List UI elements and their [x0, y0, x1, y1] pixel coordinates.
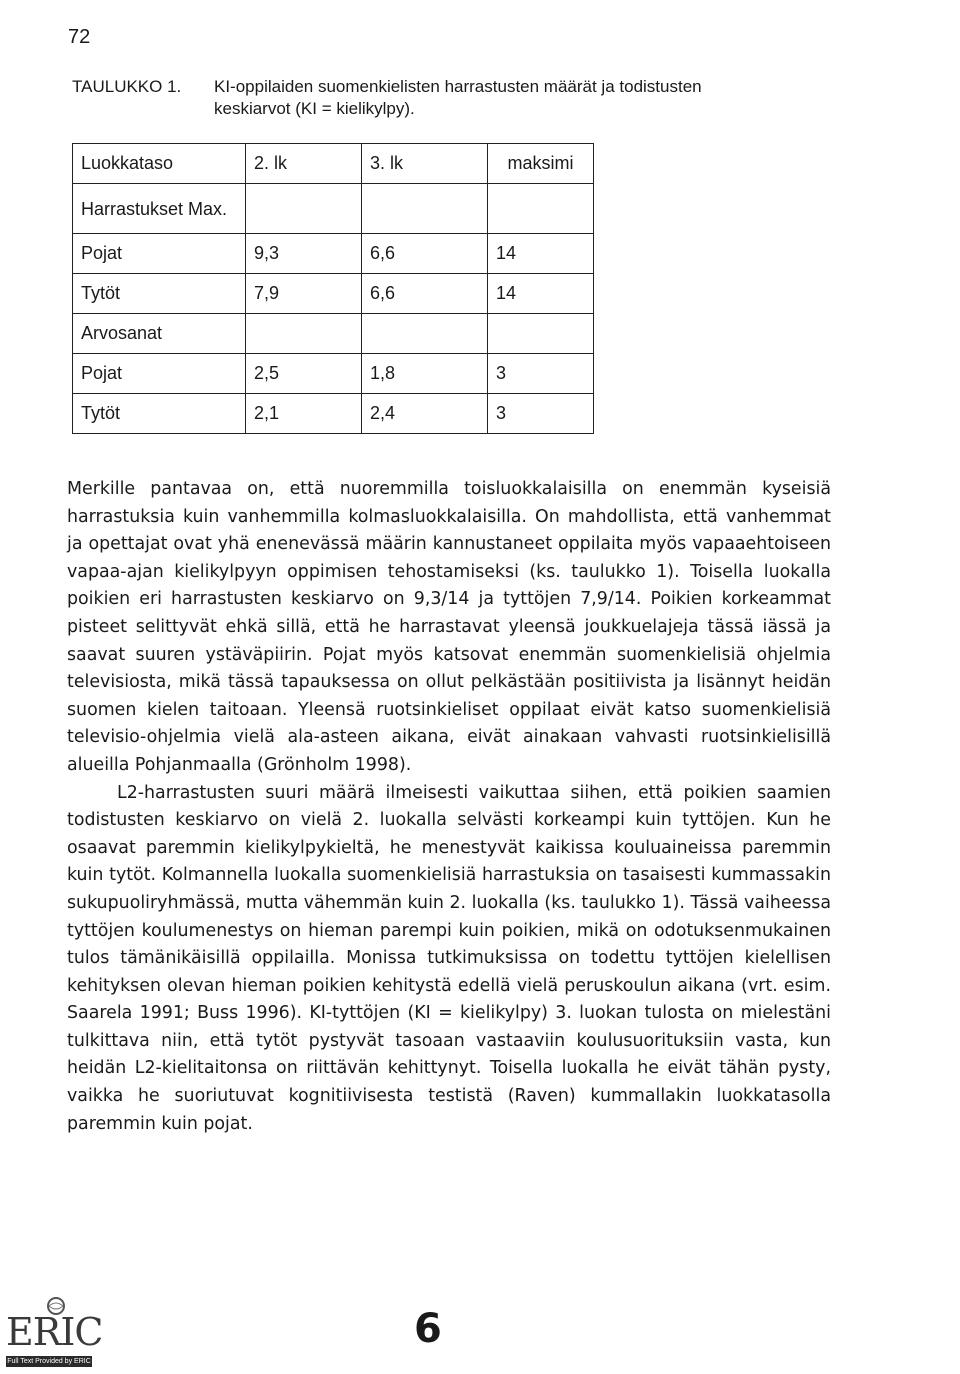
table-cell	[362, 184, 488, 234]
table-cell: Arvosanat	[73, 314, 246, 354]
table-cell: Harrastukset Max.	[73, 184, 246, 234]
table-cell: 7,9	[246, 274, 362, 314]
table-cell: Tytöt	[73, 274, 246, 314]
table-cell: 6,6	[362, 274, 488, 314]
eric-logo-tagline: Full Text Provided by ERIC	[7, 1358, 91, 1365]
table-row	[73, 314, 594, 354]
table-cell: Luokkataso	[73, 144, 246, 184]
table-cell	[488, 184, 594, 234]
table-cell	[362, 314, 488, 354]
table-cell: Pojat	[73, 234, 246, 274]
table-row	[73, 234, 594, 274]
caption-label: TAULUKKO 1.	[72, 77, 182, 96]
paragraph-2: L2-harrastusten suuri määrä ilmeisesti vaikuttaa siihen, että poikien saamien todistusten keskiarvo on vielä 2. luokalla selvästi korkeampi kuin tyttöjen. Kun he osaavat paremmin kielikylpykieltä, he menestyvät kaikissa kouluaineissa paremmin kuin tytöt. Kolmannella luokalla suomenkielisiä harrastuksia on tasaisesti kummassakin sukupuoliryhmässä, mutta vähemmän kuin 2. luokalla (ks. taulukko 1). Tässä vaiheessa tyttöjen koulumenestys on hieman parempi kuin poikien, mikä on odotuksenmukainen tulos tämänikäisillä oppilailla. Monissa tutkimuksissa on todettu tyttöjen kielellisen kehityksen olevan hieman poikien kehitystä edellä vielä peruskoulun aikana (vrt. esim. Saarela 1991; Buss 1996). KI-tyttöjen (KI = kielikylpy) 3. luokan tulosta on mielestäni tulkittava niin, että tytöt pystyvät tasoaan vastaaviin koulusuorituksiin vasta, kun heidän L2-kielitaitonsa on riittävän kehittynyt. Toisella luokalla he eivät tähän pysty, vaikka he suoriutuvat kognitiivisesta testistä (Raven) kummallakin luokkatasolla paremmin kuin pojat.	[67, 782, 831, 1134]
table-caption	[72, 76, 812, 120]
caption-text-1: KI-oppilaiden suomenkielisten harrastusten määrät ja todistusten	[214, 77, 702, 96]
table-row	[73, 394, 594, 434]
table-row	[73, 274, 594, 314]
eric-logo-letters: ERIC	[6, 1310, 103, 1354]
table-cell: 1,8	[362, 354, 488, 394]
table-cell: Tytöt	[73, 394, 246, 434]
eric-logo	[2, 1296, 103, 1372]
table-cell: 2,4	[362, 394, 488, 434]
table-cell: 2,1	[246, 394, 362, 434]
table-cell: maksimi	[488, 144, 594, 184]
table-row	[73, 144, 594, 184]
table-cell: 14	[488, 234, 594, 274]
table-cell	[246, 184, 362, 234]
data-table	[72, 143, 594, 434]
paragraph-1: Merkille pantavaa on, että nuoremmilla toisluokkalaisilla on enemmän kyseisiä harrastuksia kuin vanhemmilla kolmasluokkalaisilla. On mahdollista, että vanhemmat ja opettajat ovat yhä enenevässä määrin kannustaneet oppilaita myös vapaaehtoiseen vapaa-ajan kielikylpyyn oppimisen tehostamiseksi (ks. taulukko 1). Toisella luokalla poikien eri harrastusten keskiarvo on 9,3/14 ja tyttöjen 7,9/14. Poikien korkeammat pisteet selittyvät ehkä sillä, että he harrastavat yleensä joukkuelajeja tässä iässä ja saavat suuren ystäväpiirin. Pojat myös katsovat enemmän suomenkielisiä ohjelmia televisiosta, mikä tässä tapauksessa on ollut pelkästään positiivista ja lisännyt heidän suomen kielen taitoaan. Yleensä ruotsinkieliset oppilaat eivät katso suomenkielisiä televisio-ohjelmia vielä ala-asteen aikana, eivät ainakaan vahvasti ruotsinkielisillä alueilla Pohjanmaalla (Grönholm 1998).	[67, 479, 831, 775]
caption-line-1	[72, 76, 812, 98]
page-number-top: 72	[68, 26, 91, 48]
table-cell: 3	[488, 354, 594, 394]
table-cell: 2. lk	[246, 144, 362, 184]
table-cell: 3. lk	[362, 144, 488, 184]
table-cell	[246, 314, 362, 354]
table-cell: 2,5	[246, 354, 362, 394]
page-number-bottom: 6	[414, 1306, 442, 1352]
table-cell	[488, 314, 594, 354]
caption-text-2: keskiarvot (KI = kielikylpy).	[214, 99, 415, 118]
table-row	[73, 184, 594, 234]
table-cell: Pojat	[73, 354, 246, 394]
table-row	[73, 354, 594, 394]
body-text	[67, 476, 831, 1138]
table-cell: 9,3	[246, 234, 362, 274]
table-cell: 3	[488, 394, 594, 434]
table-cell: 6,6	[362, 234, 488, 274]
table-cell: 14	[488, 274, 594, 314]
